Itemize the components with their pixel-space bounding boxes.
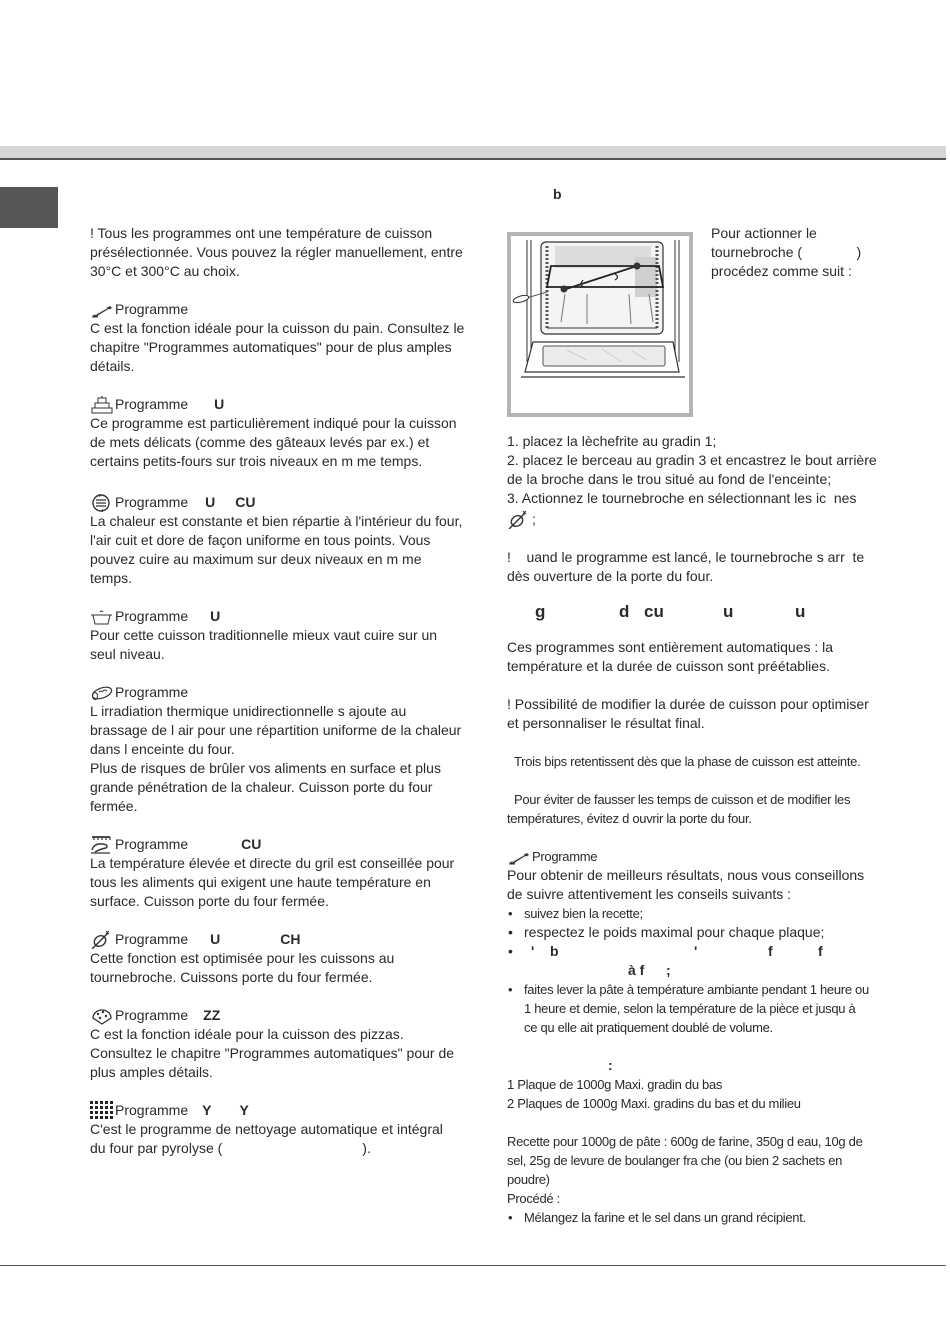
footer-rule [0, 1265, 946, 1266]
door-note [507, 790, 892, 828]
rotisserie-icon [507, 510, 531, 529]
text-line: La chaleur est constante et bien répartie à l'intérieur du four, [90, 513, 463, 529]
program-pyrolysis [90, 1101, 470, 1158]
program-label: Programme [115, 931, 189, 947]
list-item: • suivez bien la recette; [507, 904, 892, 923]
text-line: chapitre "Programmes automatiques" pour de plus amples [90, 339, 452, 355]
text-line: seul niveau. [90, 646, 165, 662]
text-line: Pour obtenir de meilleurs résultats, nous vous conseillons [507, 867, 865, 883]
text-line: température et la durée de cuisson sont préétablies. [507, 658, 830, 674]
text-line: pouvez cuire au maximum sur deux niveaux en m me [90, 551, 422, 567]
rotisserie-intro [711, 224, 891, 281]
program-title-fragment: U [210, 608, 221, 624]
program-convection-grill [90, 683, 470, 816]
fragment: à f [628, 962, 645, 978]
text-line: l'air cuit et dore de façon uniforme en tous points. Vous [90, 532, 431, 548]
text-line: brassage de l air pour une répartition uniforme de la chaleur [90, 722, 462, 738]
auto-intro [507, 638, 892, 676]
text-line: L irradiation thermique unidirectionnelle s ajoute au [90, 703, 407, 719]
program-title-fragment: ZZ [203, 1007, 221, 1023]
program-label: Programme [115, 684, 189, 700]
text-line: Consultez le chapitre "Programmes automatiques" pour de [90, 1045, 455, 1061]
text-line: poudre) [507, 1172, 550, 1187]
rotisserie-warning [507, 548, 892, 586]
intro-note [90, 224, 470, 281]
text-line: présélectionnée. Vous pouvez la régler manuellement, entre [90, 244, 463, 260]
text-line: C'est le programme de nettoyage automatique et intégral [90, 1121, 443, 1137]
program-label: Programme [115, 1007, 189, 1023]
recipe [507, 1132, 892, 1208]
section-title-auto-programs [507, 600, 892, 626]
header-band [0, 146, 946, 158]
grill-icon [90, 835, 114, 854]
text-line: Cette fonction est optimisée pour les cuissons au [90, 950, 395, 966]
rotisserie-icon [90, 930, 114, 949]
program-bread [90, 300, 470, 376]
text-line: Pour cette cuisson traditionnelle mieux vaut cuire sur un [90, 627, 438, 643]
procedure-list [507, 1208, 892, 1227]
text-line: et personnaliser le résultat final. [507, 715, 705, 731]
section-heading-fragment: b [553, 186, 562, 202]
program-title-fragment: Y [239, 1102, 249, 1118]
text-line: procédez comme suit : [711, 263, 852, 279]
pyrolysis-icon [90, 1101, 114, 1120]
text-line: du four par pyrolyse ( ). [90, 1140, 371, 1156]
step3-suffix: ; [532, 511, 536, 527]
bread-icon [90, 300, 114, 319]
text-line: • faites lever la pâte à température ambiante pendant 1 heure ou [524, 982, 869, 997]
fragment: • ' [531, 943, 535, 959]
list-item: • respectez le poids maximal pour chaque plaque; [507, 923, 892, 942]
text-line: de la broche dans le trou situé au fond de l'enceinte; [507, 471, 832, 487]
text-line: grande pénétration de la chaleur. Cuisson porte du four [90, 779, 433, 795]
text-line: 1 Plaque de 1000g Maxi. gradin du bas [507, 1077, 723, 1092]
text-line: Pour éviter de fausser les temps de cuisson et de modifier les [514, 792, 851, 807]
capacity [507, 1075, 892, 1113]
right-column [507, 432, 892, 1227]
bread-tips-list [507, 904, 892, 1037]
rotisserie-steps [507, 432, 892, 529]
text-line: de suivre attentivement les conseils suivants : [507, 886, 792, 902]
header-rule [0, 158, 946, 160]
program-cake [90, 395, 470, 471]
text-line: Ces programmes sont entièrement automatiques : la [507, 639, 834, 655]
oven-rotisserie-illustration [507, 232, 693, 417]
capacity-heading: : [608, 1057, 613, 1073]
cake-icon [90, 395, 114, 414]
text-line: 2. placez le berceau au gradin 3 et encastrez le bout arrière [507, 452, 877, 468]
left-column [90, 224, 470, 1158]
program-label: Programme [115, 494, 189, 510]
list-item: • Mélangez la farine et le sel dans un grand récipient. [507, 1208, 892, 1227]
program-title-fragment: U [205, 494, 216, 510]
text-line: ! Tous les programmes ont une température de cuisson [90, 225, 433, 241]
program-traditional [90, 607, 470, 664]
program-label: Programme [115, 836, 189, 852]
program-label: Programme [115, 396, 189, 412]
text-line: 3. Actionnez le tournebroche en sélectionnant les ic nes [507, 490, 857, 506]
text-line: de mets délicats (comme des gâteaux levés par ex.) et [90, 434, 430, 450]
fan-icon [90, 493, 114, 512]
fragment: ' [694, 943, 698, 959]
text-line: Ce programme est particulièrement indiqué pour la cuisson [90, 415, 457, 431]
program-title-fragment: CU [241, 836, 262, 852]
fragment: f [768, 943, 773, 959]
title-fragment: cu [644, 602, 664, 621]
text-line: temps. [90, 570, 133, 586]
fragment: ; [666, 962, 671, 978]
title-fragment: d [619, 602, 630, 621]
text-line: surface. Cuisson porte du four fermée. [90, 893, 329, 909]
title-fragment: u [795, 602, 806, 621]
pizza-icon [90, 1006, 114, 1025]
text-line: 1 heure et demie, selon la température de la pièce et jusqu à [524, 1001, 856, 1016]
text-line: fermée. [90, 798, 138, 814]
text-line: Pour actionner le [711, 225, 817, 241]
program-title-fragment: Y [202, 1102, 212, 1118]
program-fan [90, 493, 470, 588]
fragment: f [818, 943, 823, 959]
text-line: sel, 25g de levure de boulanger fra che (ou bien 2 sachets en [507, 1153, 843, 1168]
text-line: C est la fonction idéale pour la cuisson des pizzas. [90, 1026, 404, 1042]
text-line: températures, évitez d ouvrir la porte du four. [507, 811, 752, 826]
pot-icon [90, 607, 114, 626]
program-pizza [90, 1006, 470, 1082]
program-label: Programme [532, 849, 598, 864]
program-title-fragment: CU [235, 494, 256, 510]
text-line: 2 Plaques de 1000g Maxi. gradins du bas et du milieu [507, 1096, 801, 1111]
roll-icon [90, 683, 114, 702]
program-title-fragment: U [214, 396, 225, 412]
text-line: ! Possibilité de modifier la durée de cuisson pour optimiser [507, 696, 869, 712]
text-line: plus amples détails. [90, 1064, 213, 1080]
text-line: tous les aliments qui exigent une haute température en [90, 874, 431, 890]
text-line: détails. [90, 358, 135, 374]
text-line: dans l enceinte du four. [90, 741, 235, 757]
program-label: Programme [115, 608, 189, 624]
text-line: 30°C et 300°C au choix. [90, 263, 240, 279]
title-fragment: u [723, 602, 734, 621]
program-label: Programme [115, 1102, 189, 1118]
text-line: La température élevée et directe du gril est conseillée pour [90, 855, 455, 871]
fragment: b [550, 943, 559, 959]
text-line: tournebroche ( ) [711, 244, 862, 260]
list-item [507, 980, 892, 1037]
text-line: dès ouverture de la porte du four. [507, 568, 714, 584]
list-item [507, 942, 892, 980]
section-tab-marker [0, 187, 58, 228]
text-line: 1. placez la lèchefrite au gradin 1; [507, 433, 717, 449]
program-title-fragment: U [210, 931, 221, 947]
bread-intro [507, 866, 892, 904]
bread-icon [507, 847, 531, 866]
text-line: ! uand le programme est lancé, le tournebroche s arr te [507, 549, 865, 565]
procedure-label: Procédé : [507, 1191, 560, 1206]
title-fragment: g [535, 602, 546, 621]
auto-note [507, 695, 892, 733]
program-rotisserie [90, 930, 470, 987]
text-line: Recette pour 1000g de pâte : 600g de farine, 350g d eau, 10g de [507, 1134, 863, 1149]
beeps-note: Trois bips retentissent dès que la phase de cuisson est atteinte. [514, 754, 861, 769]
text-line: ce qu elle ait pratiquement doublé de volume. [524, 1020, 773, 1035]
program-title-fragment: CH [280, 931, 301, 947]
text-line: Plus de risques de brûler vos aliments en surface et plus [90, 760, 441, 776]
program-grill [90, 835, 470, 911]
text-line: certains petits-fours sur trois niveaux en m me temps. [90, 453, 423, 469]
text-line: C est la fonction idéale pour la cuisson du pain. Consultez le [90, 320, 465, 336]
program-label: Programme [115, 301, 189, 317]
text-line: tournebroche. Cuissons porte du four fermée. [90, 969, 373, 985]
